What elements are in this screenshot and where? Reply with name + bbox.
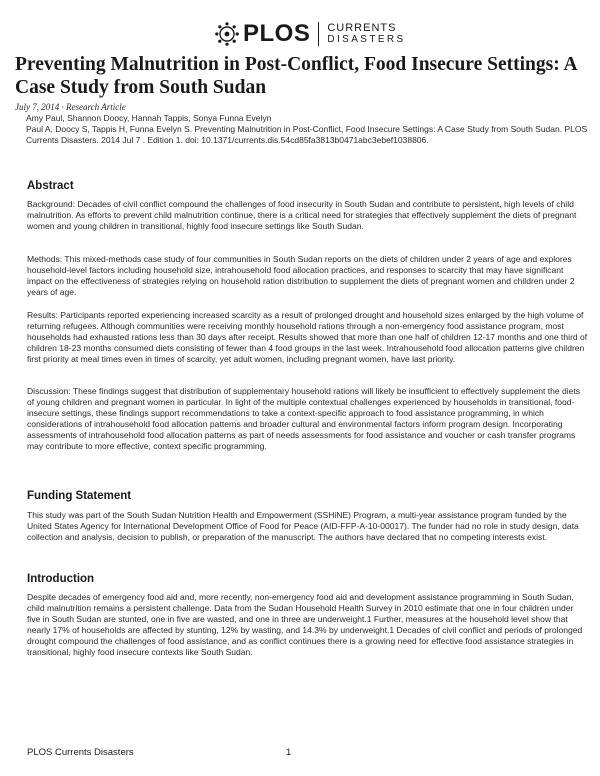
- logo-sub-currents: CURRENTS: [327, 22, 397, 34]
- abstract-background: Background: Decades of civil conflict compound the challenges of food insecurity in South Sudan and contribute to persistent, high levels of child malnutrition. As efforts to prevent child malnutrition continue, there is a critical need for strategies that effectively supplement the diets of pregnant women and young children in transitional, highly food insecure settings like South Sudan.: [27, 199, 577, 232]
- article-authors: Amy Paul, Shannon Doocy, Hannah Tappis, Sonya Funna Evelyn: [26, 113, 272, 123]
- logo-divider: [318, 22, 319, 46]
- article-citation: Paul A, Doocy S, Tappis H, Funna Evelyn S. Preventing Malnutrition in Post-Conflict, Food Insecure Settings: A Case Study from South Sudan. PLOS Currents Disasters. 2014 Jul 7 . Edition 1. doi: 10.1371/currents.dis.54cd85fa3813b0471abc3ebef1038806.: [26, 124, 588, 145]
- plos-logo-icon: [215, 22, 239, 46]
- logo-sub-disasters: DISASTERS: [327, 34, 406, 45]
- logo-wordmark: PLOS: [243, 20, 311, 47]
- funding-text: This study was part of the South Sudan Nutrition Health and Empowerment (SSHiNE) Program, a multi-year assistance program funded by the United States Agency for International Development Office of Food for Peace (AID-FFP-A-10-00017). The funder had no role in study design, data collection and analysis, decision to publish, or preparation of the manuscript. The authors have declared that no competing interests exist.: [27, 510, 579, 543]
- article-title: Preventing Malnutrition in Post-Conflict, Food Insecure Settings: A Case Study from South Sudan: [15, 54, 577, 98]
- introduction-text: Despite decades of emergency food aid and, more recently, non-emergency food aid and development assistance programming in South Sudan, child malnutrition remains a persistent challenge. Data from the Sudan Household Health Survey in 2010 estimate that one in four children under five in South Sudan are stunted, one in five are wasted, and one in three are underweight.1 Further, measures at the household level show that nearly 17% of households are affected by stunting, 12% by wasting, and 14.3% by underweight.1 Decades of civil conflict and periods of prolonged drought compound the challenges of food assistance, and as conflict continues there is a growing need for effective food assistance strategies in transitional, highly food insecure contexts like South Sudan.: [27, 592, 583, 658]
- article-date-type: July 7, 2014 · Research Article: [15, 102, 126, 112]
- abstract-results: Results: Participants reported experiencing increased scarcity as a result of prolonged drought and household sizes enlarged by the high volume of returning refugees. Although communities were receiving monthly household rations through a non-emergency food assistance program, most households had exhausted rations less than 30 days after receipt. Results showed that more than one half of children 12-17 months and one third of children 18-23 months consumed diets consisting of fewer than 4 food groups in the last week. Intrahousehold food allocation patterns give children first priority at meal times even in times of scarcity, yet adult women, including pregnant women, have last priority.: [27, 310, 588, 365]
- funding-heading: Funding Statement: [27, 490, 132, 502]
- plos-logo: [215, 21, 406, 47]
- footer-journal: PLOS Currents Disasters: [27, 747, 134, 758]
- logo-subtitle: [327, 23, 405, 45]
- article-meta: [15, 102, 595, 146]
- introduction-heading: Introduction: [27, 573, 95, 585]
- footer-page-number: 1: [286, 747, 292, 758]
- abstract-heading: Abstract: [27, 180, 74, 192]
- abstract-methods: Methods: This mixed-methods case study of four communities in South Sudan reports on the diets of children under 2 years of age and explores household-level factors including household size, intrahousehold food allocation practices, and responses to scarcity that may have significant impact on the effectiveness of strategies relying on household ration distribution to supplement the diets of pregnant women and children under 2 years of age.: [27, 254, 575, 298]
- abstract-discussion: Discussion: These findings suggest that distribution of supplementary household rations will likely be insufficient to effectively supplement the diets of young children and pregnant women in particular. In light of the multiple contextual challenges experienced by households in transitional, food-insecure settings, these findings support recommendations to take a context-specific approach to food assistance programming, in which considerations of intrahousehold food allocation patterns and broader cultural and environmental factors inform program design. Incorporating assessments of intrahousehold food allocation patterns as part of needs assessments for food assistance and voucher or cash transfer programs may contribute to more effective, context specific programming.: [27, 386, 581, 452]
